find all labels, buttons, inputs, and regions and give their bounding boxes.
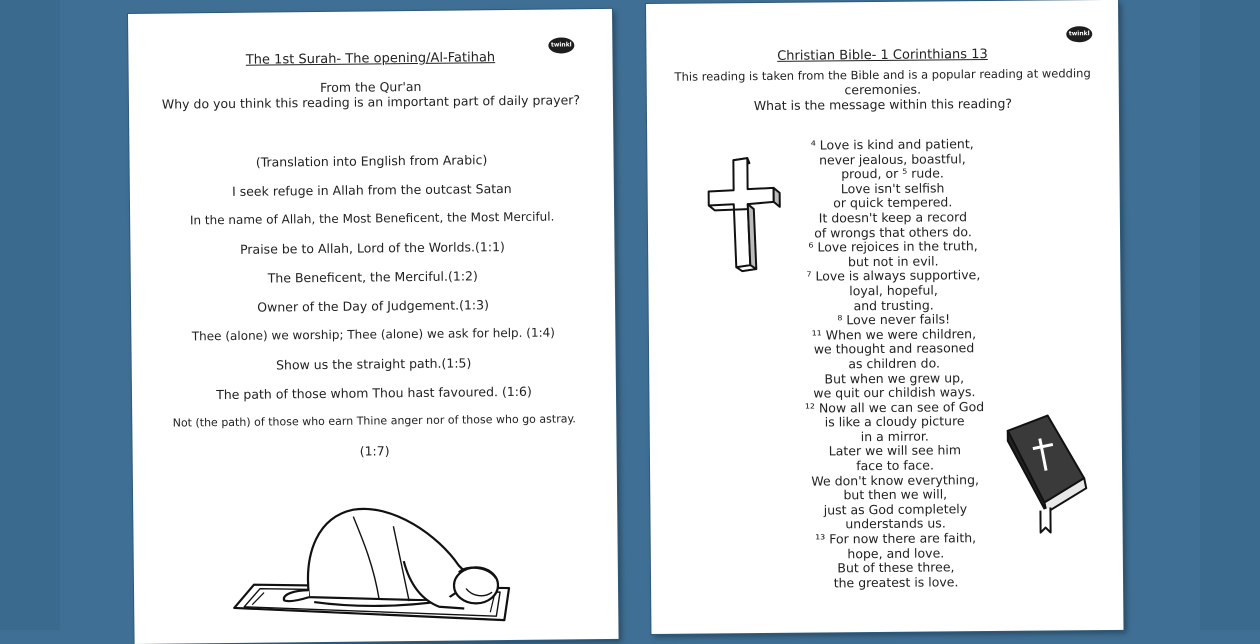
passage-line: face to face.	[856, 457, 934, 474]
twinkl-logo: twinkl	[1066, 26, 1092, 42]
twinkl-logo: twinkl	[548, 37, 574, 53]
passage-line: proud, or ⁵ rude.	[841, 165, 944, 182]
praying-person-icon	[203, 480, 525, 643]
passage-line: ⁴ Love is kind and patient,	[810, 136, 974, 153]
right-sheet-intro-2: ceremonies.	[844, 81, 922, 98]
passage-line: Later we will see him	[828, 442, 962, 459]
passage-line: but then we will,	[843, 486, 948, 503]
surah-line-5: Owner of the Day of Judgement.(1:3)	[257, 297, 489, 315]
surah-line-0: (Translation into English from Arabic)	[255, 152, 488, 170]
left-sheet-title: The 1st Surah- The opening/Al-Fatihah	[245, 50, 496, 68]
passage-line: of wrongs that others do.	[814, 223, 972, 241]
left-sheet-question: Why do you think this reading is an important part of daily prayer?	[161, 92, 581, 112]
cross-icon	[703, 155, 784, 276]
passage-line: ¹¹ When we were children,	[811, 325, 977, 343]
left-sheet-subtitle: From the Qur'an	[320, 78, 422, 95]
passage-line: in a mirror.	[860, 428, 929, 445]
passage-line: hope, and love.	[847, 545, 945, 561]
surah-line-6: Thee (alone) we worship; Thee (alone) we ask for help. (1:4)	[191, 325, 555, 344]
surah-line-8: The path of those whom Thou hast favoured. (1:6)	[216, 383, 532, 403]
passage-line: is like a cloudy picture	[824, 413, 965, 430]
surah-line-7: Show us the straight path.(1:5)	[275, 355, 472, 373]
passage-line: ¹³ For now there are faith,	[815, 530, 977, 547]
passage-line: But when we grew up,	[824, 369, 965, 386]
right-sheet-question: What is the message within this reading?	[753, 95, 1013, 114]
passage-line: ⁸ Love never fails!	[837, 311, 951, 328]
passage-line: But of these three,	[837, 559, 955, 576]
passage-line: just as God completely	[823, 501, 968, 518]
passage-line: as children do.	[848, 355, 941, 372]
surah-line-10: (1:7)	[359, 443, 390, 459]
surah-line-9: Not (the path) of those who earn Thine anger nor of those who go astray.	[172, 412, 576, 430]
quran-worksheet	[128, 9, 619, 644]
passage-line: loyal, hopeful,	[849, 282, 938, 299]
passage-line: or quick tempered.	[833, 194, 953, 211]
surah-line-2: In the name of Allah, the Most Beneficent, the Most Merciful.	[189, 209, 555, 228]
passage-line: never jealous, boastful,	[819, 150, 966, 168]
surah-line-3: Praise be to Allah, Lord of the Worlds.(1:1)	[239, 239, 505, 257]
passage-line: understands us.	[845, 515, 946, 532]
right-sheet-title: Christian Bible- 1 Corinthians 13	[777, 47, 988, 64]
passage-line: but not in evil.	[847, 253, 939, 269]
passage-line: Love isn't selfish	[840, 180, 945, 197]
bible-icon	[1000, 410, 1091, 536]
passage-line: We don't know everything,	[811, 471, 980, 489]
passage-line: ⁶ Love rejoices in the truth,	[808, 238, 978, 255]
passage-line: It doesn't keep a record	[818, 209, 968, 226]
corinthians-passage	[767, 137, 1021, 592]
passage-line: ¹² Now all we can see of God	[804, 398, 985, 416]
bible-worksheet	[646, 0, 1123, 634]
passage-line: the greatest is love.	[833, 574, 959, 591]
background-stripe-right	[1200, 0, 1260, 630]
passage-line: we quit our childish ways.	[813, 384, 976, 401]
surah-line-1: I seek refuge in Allah from the outcast Satan	[231, 180, 512, 199]
background-stripe-left	[0, 0, 60, 630]
passage-line: and trusting.	[853, 297, 934, 313]
surah-line-4: The Beneficent, the Merciful.(1:2)	[267, 268, 478, 286]
right-sheet-intro-1: This reading is taken from the Bible and is a popular reading at wedding	[674, 66, 1091, 84]
passage-line: we thought and reasoned	[813, 340, 975, 357]
passage-line: ⁷ Love is always supportive,	[806, 267, 981, 284]
